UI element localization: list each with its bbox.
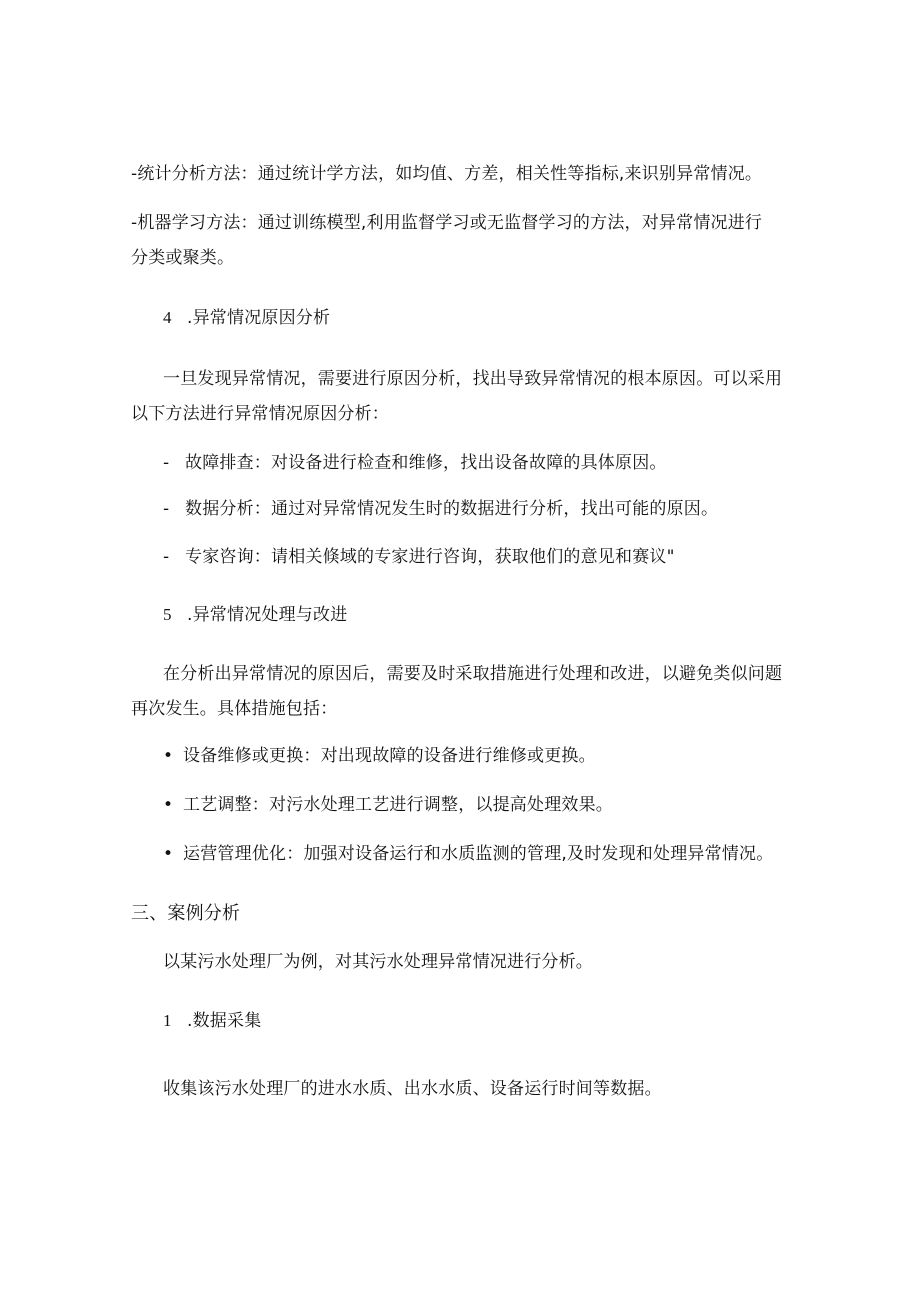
bullet-marker: • [163,844,174,864]
heading-data-collection [163,1009,261,1033]
ml-method-paragraph-line1: -机器学习方法：通过训练模型,利用监督学习或无监督学习的方法，对异常情况进行 [131,213,763,233]
list-item-text: 故障排查：对设备进行检查和维修，找出设备故障的具体原因。 [185,453,667,473]
data-collection-paragraph: 收集该污水处理厂的进水水质、出水水质、设备运行时间等数据。 [163,1079,662,1099]
case-intro-paragraph: 以某污水处理厂为例，对其污水处理异常情况进行分析。 [163,952,593,972]
cause-intro-line1: 一旦发现异常情况，需要进行原因分析，找出导致异常情况的根本原因。可以采用 [163,369,783,389]
heading-text: .异常情况原因分析 [187,308,331,328]
heading-number: 4 [163,308,172,327]
heading-cause-analysis [163,306,330,330]
dash-marker: - [163,499,170,519]
list-item-text: 设备维修或更换：对出现故障的设备进行维修或更换。 [183,746,596,766]
bullet-marker: • [163,795,174,815]
stat-method-paragraph: -统计分析方法：通过统计学方法，如均值、方差，相关性等指标,来识别异常情况。 [131,164,763,184]
list-item-management-opt [163,842,773,866]
list-item-data-analysis [163,497,718,521]
section-heading-case-analysis: 三、案例分析 [131,903,241,924]
bullet-marker: • [163,746,174,766]
list-item-text: 运营管理优化：加强对设备运行和水质监测的管理,及时发现和处理异常情况。 [183,844,774,864]
list-item-text: 数据分析：通过对异常情况发生时的数据进行分析，找出可能的原因。 [185,499,719,519]
list-item-equipment-repair [163,744,596,768]
heading-handling-improvement [163,603,347,627]
list-item-text: 工艺调整：对污水处理工艺进行调整，以提高处理效果。 [183,795,613,815]
dash-marker: - [163,547,170,567]
dash-marker: - [163,453,170,473]
list-item-text: 专家咨询：请相关倏域的专家进行咨询，获取他们的意见和赛议" [185,547,675,567]
heading-text: .异常情况处理与改进 [187,605,348,625]
handling-intro-line2: 再次发生。具体措施包括： [131,699,338,719]
heading-number: 5 [163,605,172,624]
heading-number: 1 [163,1011,172,1030]
ml-method-paragraph-line2: 分类或聚类。 [131,248,235,268]
list-item-fault-check [163,451,667,475]
handling-intro-line1: 在分析出异常情况的原因后，需要及时采取措施进行处理和改进，以避免类似问题 [163,664,783,684]
cause-intro-line2: 以下方法进行异常情况原因分析： [131,404,389,424]
list-item-process-adjust [163,793,613,817]
list-item-expert-consult [163,545,675,569]
heading-text: .数据采集 [187,1011,262,1031]
